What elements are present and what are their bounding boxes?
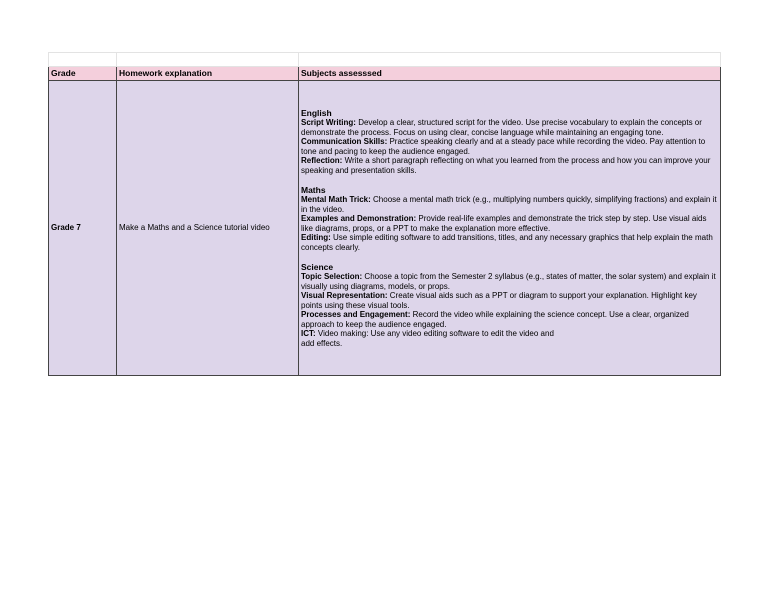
item-text: Record the video while explaining the science concept. Use a clear, organized approach to keep the audience engaged. [301, 310, 689, 329]
item-label: Processes and Engagement: [301, 310, 411, 319]
item-text: Develop a clear, structured script for the video. Use precise vocabulary to explain the concepts or demonstrate the process. Focus on using clear, concise language while maintaining an engaging tone. [301, 118, 702, 137]
item-label: ICT: [301, 329, 316, 338]
subject-section-maths [301, 185, 718, 252]
subject-item [301, 291, 718, 310]
item-label: Reflection: [301, 156, 343, 165]
item-text: Choose a topic from the Semester 2 syllabus (e.g., states of matter, the solar system) and explain it visually using diagrams, models, or props. [301, 272, 716, 291]
subject-section-english [301, 108, 718, 175]
subject-item [301, 214, 718, 233]
spreadsheet-table [48, 52, 720, 376]
header-homework[interactable]: Homework explanation [117, 67, 299, 81]
item-label: Editing: [301, 233, 331, 242]
subject-item [301, 272, 718, 291]
item-text: Create visual aids such as a PPT or diagram to support your explanation. Highlight key points using these visual tools. [301, 291, 697, 310]
blank-cell[interactable] [117, 53, 299, 67]
item-text: Provide real-life examples and demonstrate the trick step by step. Use visual aids like diagrams, props, or a PPT to make the explanation more effective. [301, 214, 707, 233]
blank-cell[interactable] [49, 53, 117, 67]
item-text: Video making: Use any video editing software to edit the video and add effects. [301, 329, 554, 348]
section-title: Science [301, 262, 334, 272]
blank-row [49, 53, 721, 67]
grade-cell[interactable]: Grade 7 [49, 81, 117, 376]
subject-item [301, 118, 718, 137]
item-label: Communication Skills: [301, 137, 388, 146]
item-label: Visual Representation: [301, 291, 388, 300]
item-label: Topic Selection: [301, 272, 363, 281]
item-text: Write a short paragraph reflecting on what you learned from the process and how you can improve your speaking and presentation skills. [301, 156, 711, 175]
item-text: Choose a mental math trick (e.g., multiplying numbers quickly, simplifying fractions) and explain it in the video. [301, 195, 717, 214]
homework-table [48, 52, 721, 376]
subject-item [301, 310, 718, 329]
table-row [49, 81, 721, 376]
section-title: English [301, 108, 332, 118]
section-title: Maths [301, 185, 326, 195]
item-label: Script Writing: [301, 118, 356, 127]
item-label: Examples and Demonstration: [301, 214, 417, 223]
subjects-cell[interactable] [299, 81, 721, 376]
subject-item [301, 195, 718, 214]
homework-cell[interactable]: Make a Maths and a Science tutorial video [117, 81, 299, 376]
header-subjects[interactable]: Subjects assesssed [299, 67, 721, 81]
item-text: Use simple editing software to add transitions, titles, and any necessary graphics that help explain the math concepts clearly. [301, 233, 713, 252]
subject-item [301, 233, 718, 252]
header-row [49, 67, 721, 81]
item-text: Practice speaking clearly and at a steady pace while recording the video. Pay attention to tone and pacing to keep the audience engaged. [301, 137, 706, 156]
header-grade[interactable]: Grade [49, 67, 117, 81]
item-label: Mental Math Trick: [301, 195, 371, 204]
subject-item [301, 156, 718, 175]
blank-cell[interactable] [299, 53, 721, 67]
subject-section-science [301, 262, 718, 348]
subject-item [301, 329, 718, 348]
subject-item [301, 137, 718, 156]
